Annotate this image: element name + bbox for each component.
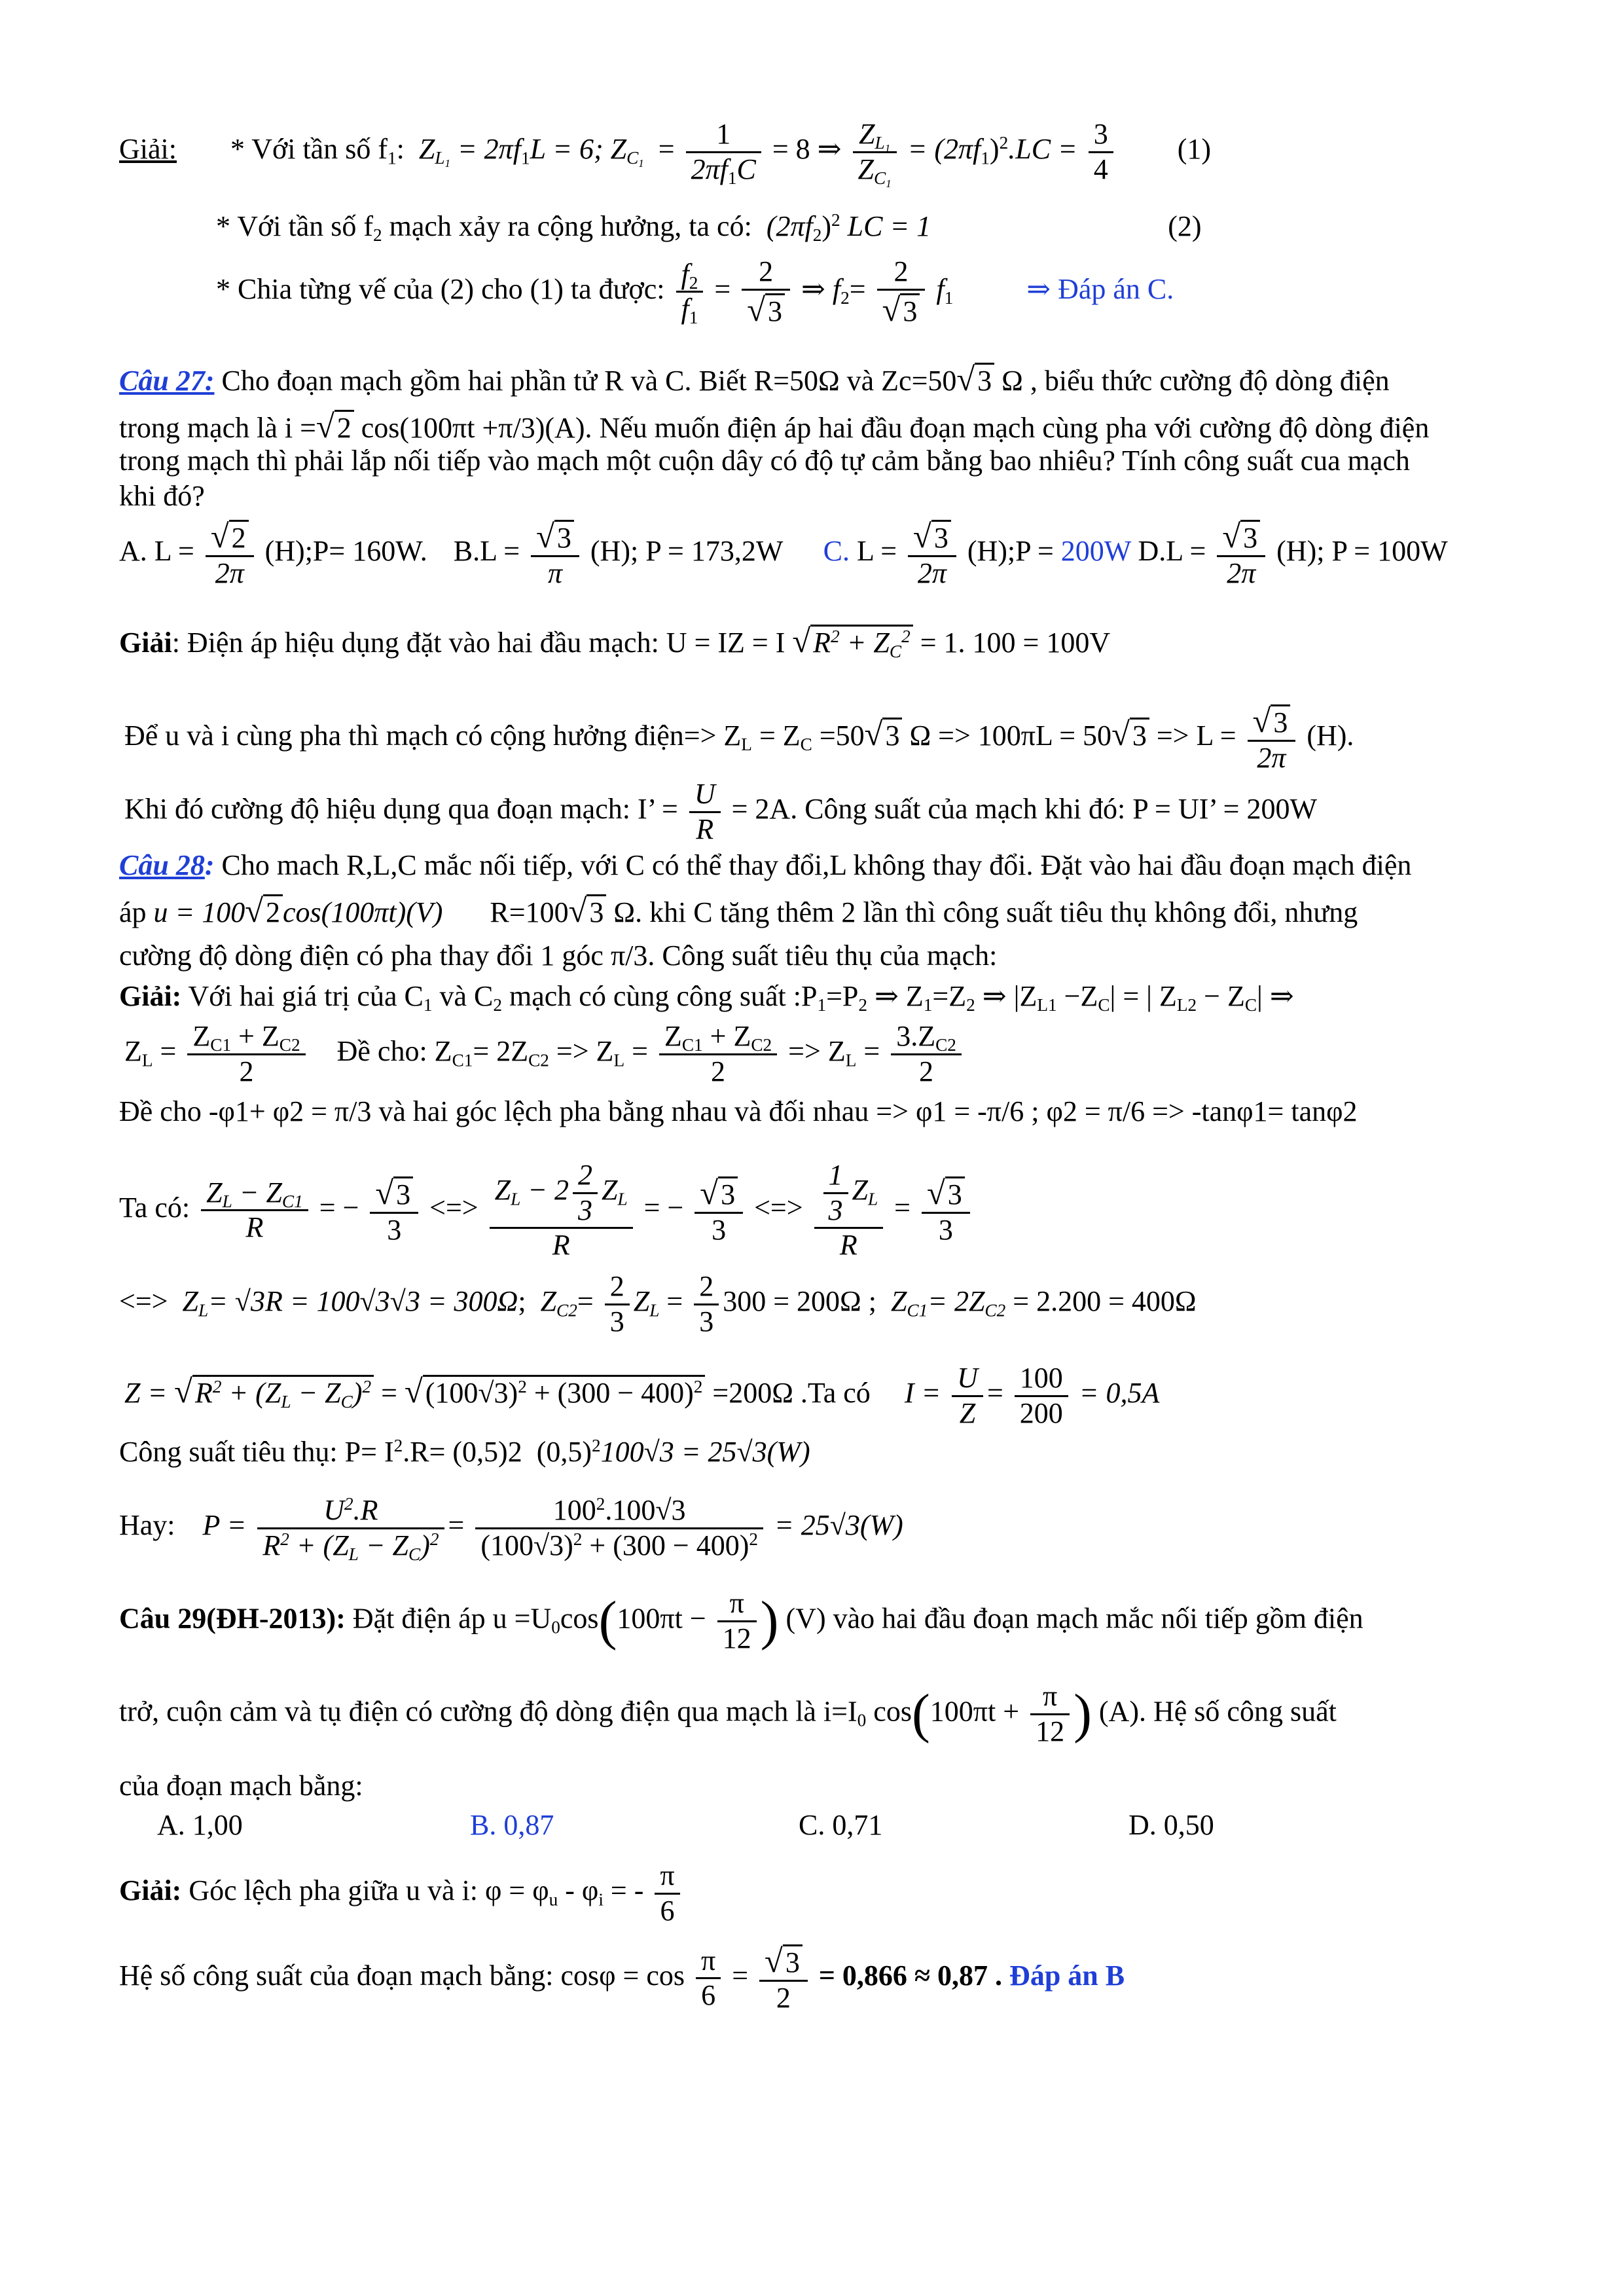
q28-solution-7: Công suất tiêu thụ: $P= I^2.R= (0,5)2$ $(0,5)^2100√3 = 25√3(W)$ <box>119 1436 810 1468</box>
q29-line1: Câu 29(ĐH-2013): Đặt điện áp $u =U_0\cos(100\pi t$ − $\frac{\pi}{12}$ ) (V) vào hai đầu đoạn mạch mắc nối tiếp gồm điện <box>119 1587 1363 1654</box>
q26-frac-3-4: $\frac{3}{4}$ <box>1089 118 1113 186</box>
q29-solution-2: Hệ số công suất của đoạn mạch bằng: cosφ = cos $\frac{\pi}{6}$ = $\frac{√3}{2}$ = 0,866 ≈ 0,87 . Đáp án B <box>119 1942 1125 2014</box>
q28-solution-3: Đề cho -φ1+ φ2 = π/3 và hai góc lệch pha bằng nhau và đối nhau => φ1 = -π/6 ; φ2 = π/6 => -tanφ1= tanφ2 <box>119 1095 1358 1127</box>
q27-line3: trong mạch thì phải lắp nối tiếp vào mạch một cuộn dây có độ tự cảm bằng bao nhiêu? Tính công suất cua mạch <box>119 445 1410 477</box>
q27-line4: khi đó? <box>119 480 205 512</box>
eq-number-1: (1) <box>1177 133 1212 166</box>
q29-line3: của đoạn mạch bằng: <box>119 1770 363 1802</box>
q26-line1: Giải: * Với tần số $f_1$: $Z_{L_1} = 2\pi f_1L = 6$; $Z_{C_1}$ = $\frac{1}{2\pi f_1C}$ = 8 ⇒ $\frac{Z_{L_1}}{Z_{C_1}}$ = $(2\pi f_1)^2.LC$ = $\frac{3}{4}$ (1) <box>119 118 1212 190</box>
q27-line1: Câu 27: Cho đoạn mạch gồm hai phần tử R và C. Biết R=50Ω và Zc=50√3 Ω , biểu thức cường độ dòng điện <box>119 361 1390 397</box>
q28-solution-6: $Z = √R^2 + (Z_L - Z_C)^2 = √(100√3)^2 + (300 - 400)^2 =200\Omega$ .Ta có I = $\frac{U}{Z}$ = $\frac{100}{200}$ = 0,5A <box>124 1362 1160 1429</box>
q26-line3: * Chia từng vế của (2) cho (1) ta được: $\frac{f_2}{f_1}$ = $\frac{2}{√3}$ ⇒ $f_2=$ $\frac{2}{√3}$ $f_1$ ⇒ Đáp án C. <box>216 255 1174 328</box>
q27-solution-2: Để u và i cùng pha thì mạch có cộng hưởng điện=> $Z_L = Z_C =50√3$ Ω => 100πL = 50√3 => L = $\frac{√3}{2\pi}$ (H). <box>124 702 1354 774</box>
q28-solution-1: Giải: Với hai giá trị của $C_1$ và $C_2$ mạch có cùng công suất $:P_1=P_2$ ⇒ $Z_1=Z_2$ ⇒ $|Z_{L1} -Z_C|$ = | $Z_{L2} - Z_C|$ ⇒ <box>119 980 1294 1015</box>
q29-line2: trở, cuộn cảm và tụ điện có cường độ dòng điện qua mạch là $i=I_0$ cos(100πt + $\frac{\pi}{12}$ ) (A). Hệ số công suất <box>119 1680 1337 1747</box>
q28-solution-4: Ta có: $\frac{Z_L - Z_{C1}}{R}$ = − $\frac{√3}{3}$ <=> $Z_L - 2$ $\frac{2}{3}$ $Z_L$ R = − $\frac{√3}{3}$ <=> $\frac{1}{3}$ $Z_L$ R = $\frac{√3}{3}$ <box>119 1159 1513 1262</box>
q29-option-d: D. 0,50 <box>1128 1809 1214 1841</box>
q27-option-c: C. L = $\frac{√3}{2\pi}$ (H);P = 200W <box>823 518 1131 590</box>
q26-f1-text: * Với tần số f <box>230 133 388 166</box>
q28-solution-8: Hay: P = $\frac{U^2.R}{R^2 + (Z_L - Z_C)^2}$ = $\frac{100^2.100√3}{(100√3)^2 + (300 - 400)^2}$ = 25√3(W) <box>119 1494 903 1564</box>
q27-solution-1: Giải: Điện áp hiệu dụng đặt vào hai đầu mạch: U = IZ = I $√R^2 + Z_C^2 = 1$. 100 = 100V <box>119 623 1111 662</box>
giai-label: Giải: <box>119 133 177 166</box>
q29-option-b: B. 0,87 <box>470 1809 554 1841</box>
q28-title: Câu 28 <box>119 849 205 881</box>
q26-frac-zc1: $\frac{1}{2\pi f_1C}$ <box>686 118 761 186</box>
q27-option-a: A. L = $\frac{√2}{2\pi}$ (H);P= 160W. <box>119 518 427 590</box>
q29-option-a: A. 1,00 <box>157 1809 243 1841</box>
q27-option-d: D.L = $\frac{√3}{2\pi}$ (H); P = 100W <box>1138 518 1448 590</box>
q29-answer: Đáp án B <box>1002 1959 1125 1992</box>
q27-option-b: B.L = $\frac{√3}{\pi}$ (H); P = 173,2W <box>453 518 783 590</box>
q28-solution-5: <=> $Z_L= √3R = 100√3√3 = 300\Omega$; $Z_{C2}=$ $\frac{2}{3}$ $Z_L$ = $\frac{2}{3}$ 300 = 200Ω ; $Z_{C1}= 2Z_{C2} = 2.200 = 400\Omega$ <box>119 1270 1197 1338</box>
q26-frac-ratio: $\frac{Z_{L_1}}{Z_{C_1}}$ <box>853 118 897 186</box>
q26-line2: * Với tần số $f_2$ mạch xảy ra cộng hưởng, ta có: $(2\pi f_2)^2$ LC = 1 (2) <box>216 210 1202 246</box>
eq-number-2: (2) <box>1168 210 1202 242</box>
q27-options <box>119 517 1513 591</box>
q27-title: Câu 27: <box>119 365 215 397</box>
q28-line3: cường độ dòng điện có pha thay đổi 1 góc π/3. Công suất tiêu thụ của mạch: <box>119 939 998 972</box>
q29-title: Câu 29(ĐH-2013): <box>119 1602 346 1635</box>
q27-solution-3: Khi đó cường độ hiệu dụng qua đoạn mạch: I’ = $\frac{U}{R}$ = 2A. Công suất của mạch khi đó: P = UI’ = 200W <box>124 778 1318 845</box>
q26-answer: ⇒ Đáp án C. <box>1026 272 1174 305</box>
q28-line2: áp u = 100√2cos(100πt)(V) R=100√3 Ω. khi C tăng thêm 2 lần thì công suất tiêu thụ không đổi, nhưng <box>119 892 1358 929</box>
q28-solution-2: $Z_L$ = $\frac{Z_{C1} + Z_{C2}}{2}$ Đề cho: $Z_{C1}= 2Z_{C2} => Z_L$ = $\frac{Z_{C1} + Z_{C2}}{2}$ => $Z_L$ = $\frac{3.Z_{C2}}{2}$ <box>124 1020 1513 1088</box>
q29-solution-1: Giải: Góc lệch pha giữa u và i: $\varphi = \varphi_u - \varphi_i$ = - $\frac{\pi}{6}$ <box>119 1859 1513 1927</box>
q29-option-c: C. 0,71 <box>799 1809 883 1841</box>
q27-line2: trong mạch là i =√2 cos(100πt +π/3)(A). Nếu muốn điện áp hai đầu đoạn mạch cùng pha với cường độ dòng điện <box>119 408 1430 445</box>
q28-line1: Câu 28: Cho mach R,L,C mắc nối tiếp, với C có thể thay đổi,L không thay đổi. Đặt vào hai đầu đoạn mạch điện <box>119 849 1412 881</box>
